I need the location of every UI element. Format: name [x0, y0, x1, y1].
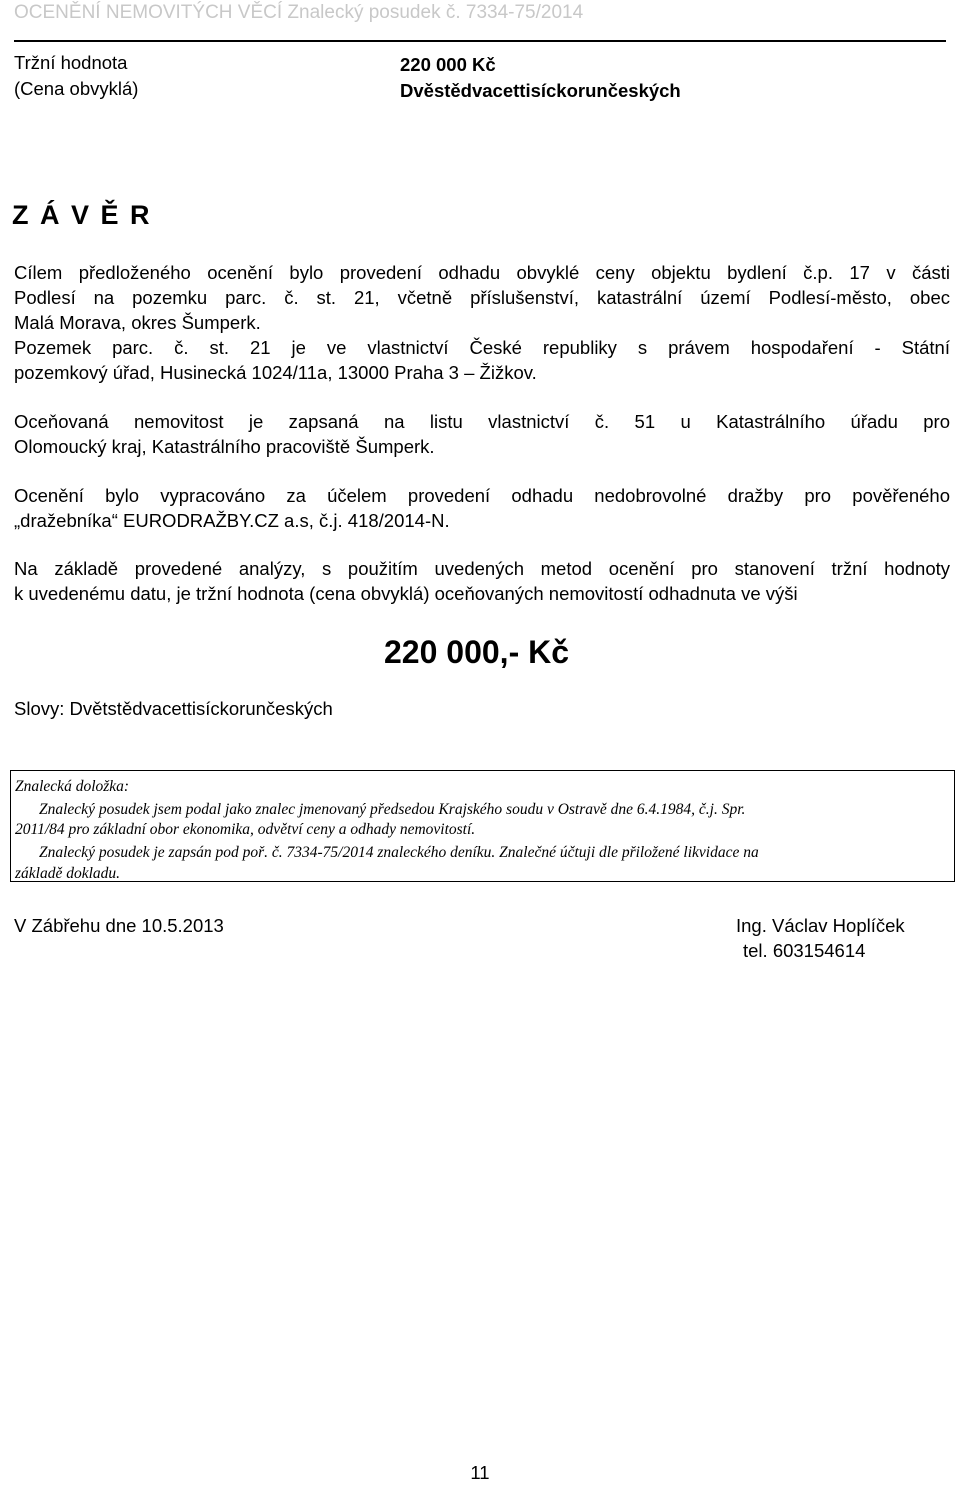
para4-line: Na základě provedené analýzy, s použitím uvedených metod ocenění pro stanovení tržní hodnoty: [14, 558, 950, 579]
para1-line: Malá Morava, okres Šumperk.: [14, 312, 261, 333]
market-value-words: Dvěstědvacettisíckorunčeských: [400, 80, 681, 101]
header-rule: [14, 40, 946, 42]
para3-line: „dražebníka“ EURODRAŽBY.CZ a.s, č.j. 418/2014-N.: [14, 510, 450, 531]
clause-line: 2011/84 pro základní obor ekonomika, odvětví ceny a odhady nemovitostí.: [15, 821, 476, 838]
clause-line: základě dokladu.: [15, 865, 121, 882]
signatory-name: Ing. Václav Hoplíček: [736, 915, 905, 936]
para3-line: Ocenění bylo vypracováno za účelem provedení odhadu nedobrovolné dražby pro pověřeného: [14, 485, 950, 506]
place-date: V Zábřehu dne 10.5.2013: [14, 915, 224, 936]
running-header: OCENĚNÍ NEMOVITÝCH VĚCÍ Znalecký posudek č. 7334-75/2014: [14, 2, 584, 23]
clause-line: Znalecký posudek jsem podal jako znalec jmenovaný předsedou Krajského soudu v Ostravě dne 6.4.1984, č.j. Spr.: [39, 801, 746, 818]
signatory-phone: tel. 603154614: [743, 940, 866, 961]
conclusion-title: Z Á V Ě R: [12, 200, 152, 230]
expert-clause-box: [10, 770, 955, 882]
para2-line: Olomoucký kraj, Katastrálního pracoviště Šumperk.: [14, 436, 435, 457]
market-value-amount: 220 000 Kč: [400, 54, 496, 75]
clause-heading: Znalecká doložka:: [15, 778, 130, 795]
para1-line: pozemkový úřad, Husinecká 1024/11a, 13000 Praha 3 – Žižkov.: [14, 362, 537, 383]
amount-in-words: Slovy: Dvětstědvacettisíckorunčeských: [14, 698, 333, 719]
para1-line: Cílem předloženého ocenění bylo provedení odhadu obvyklé ceny objektu bydlení č.p. 17 v části: [14, 262, 950, 283]
page-number: 11: [470, 1462, 490, 1483]
para2-line: Oceňovaná nemovitost je zapsaná na listu vlastnictví č. 51 u Katastrálního úřadu pro: [14, 411, 950, 432]
final-amount: 220 000,- Kč: [384, 634, 570, 670]
para4-line: k uvedenému datu, je tržní hodnota (cena obvyklá) oceňovaných nemovitostí odhadnuta ve výši: [14, 583, 798, 604]
para1-line: Podlesí na pozemku parc. č. st. 21, včetně příslušenství, katastrální území Podlesí-město, obec: [14, 287, 950, 308]
para1-line: Pozemek parc. č. st. 21 je ve vlastnictví České republiky s právem hospodaření - Státní: [14, 337, 950, 358]
market-value-label: Tržní hodnota: [14, 52, 128, 73]
usual-price-label: (Cena obvyklá): [14, 78, 139, 99]
clause-line: Znalecký posudek je zapsán pod poř. č. 7334-75/2014 znaleckého deníku. Znalečné účtuji dle přiložené likvidace na: [39, 844, 759, 861]
